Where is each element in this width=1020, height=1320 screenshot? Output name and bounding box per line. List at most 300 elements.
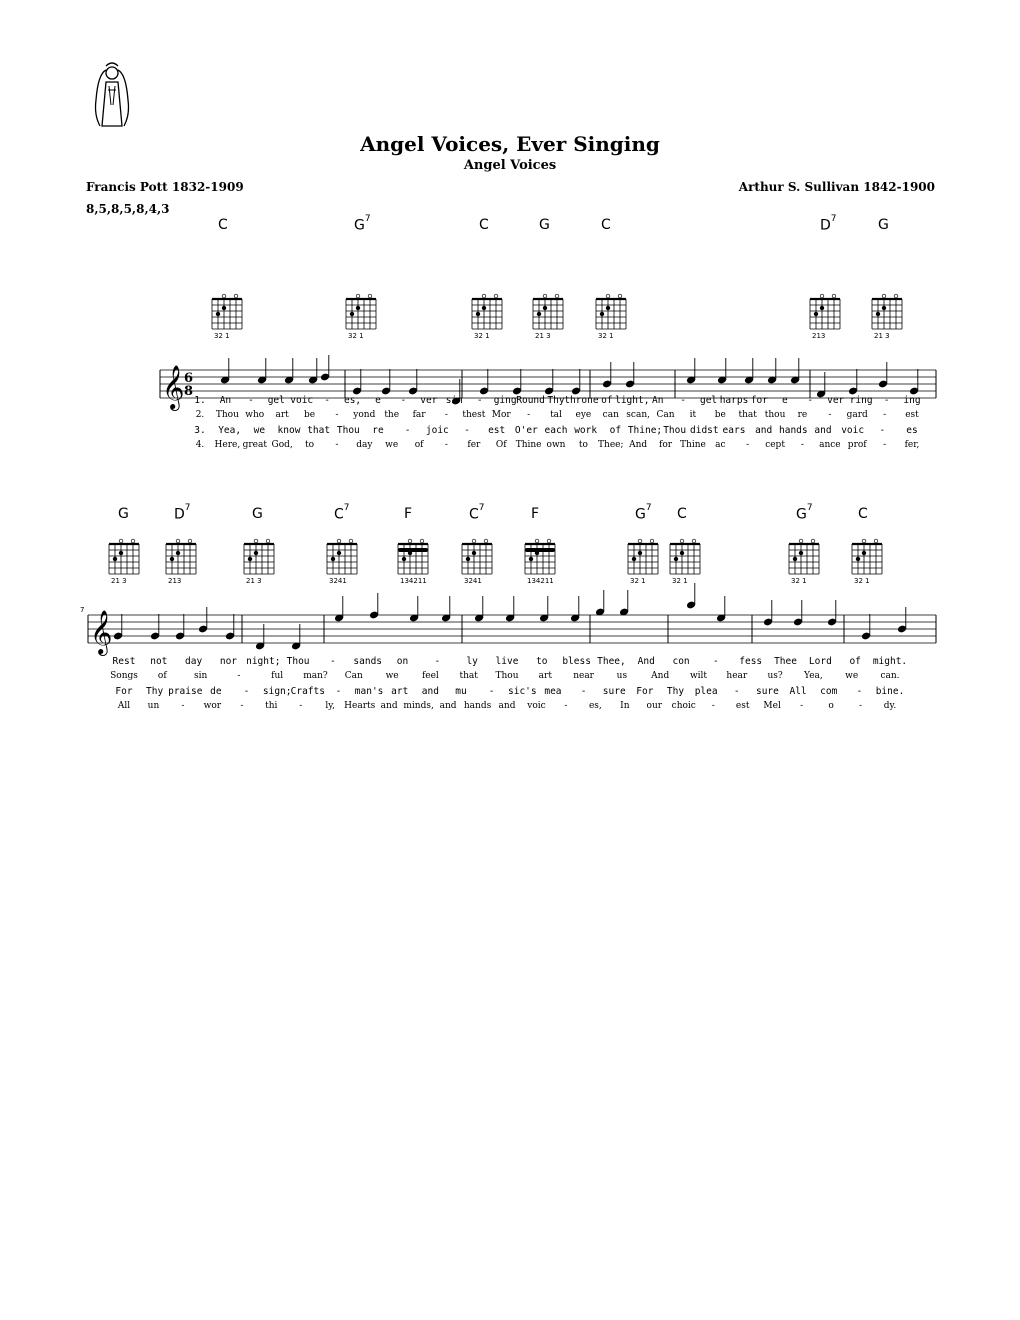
lyric-syllable: yond (353, 410, 376, 420)
open-string-marker (862, 539, 866, 543)
lyric-syllable: of (157, 671, 167, 681)
open-string-marker (337, 539, 341, 543)
lyric-syllable: ging (493, 395, 517, 406)
open-string-marker (680, 539, 684, 543)
lyric-syllable: ears (722, 425, 746, 436)
lyric-syllable: Thy (666, 686, 685, 697)
chord-extension: 7 (478, 503, 485, 513)
lyric-syllable: - (488, 686, 495, 697)
lyric-syllable: ance (819, 440, 841, 450)
lyric-syllable: - (680, 395, 687, 406)
lyric-syllable: - (243, 686, 250, 697)
lyric-syllable: far (412, 410, 426, 420)
fingering-label: 21 3 (246, 577, 262, 585)
lyric-syllable: tal (550, 410, 562, 420)
lyric-syllable: choic (671, 701, 696, 711)
lyric-syllable: to (305, 440, 315, 450)
meter: 8,5,8,5,8,4,3 (86, 202, 170, 216)
chord-root: D (820, 217, 831, 234)
lyric-syllable: ful (271, 671, 284, 681)
lyric-syllable: Thine (515, 440, 542, 450)
finger-dot (882, 306, 886, 310)
open-string-marker (882, 294, 886, 298)
lyric-syllable: - (335, 686, 342, 697)
lyric-syllable: For (115, 686, 133, 697)
lyric-syllable: re (372, 425, 384, 436)
lyric-syllable: art (391, 686, 409, 697)
chord-root: C (218, 217, 228, 233)
lyric-syllable: And (629, 440, 648, 450)
lyric-syllable: - (713, 656, 719, 667)
fingering-label: 32 1 (348, 332, 364, 340)
chord-extension: 7 (830, 214, 837, 224)
lyric-syllable: bine. (875, 686, 905, 697)
lyric-syllable: can (602, 410, 619, 420)
finger-dot (793, 557, 797, 561)
lyric-syllable: - (883, 440, 887, 450)
lyric-syllable: and (380, 701, 398, 711)
lyric-syllable: Can (344, 671, 363, 681)
lyric-syllable: - (434, 656, 441, 667)
finger-dot (529, 557, 533, 561)
lyric-syllable: ly, (325, 701, 336, 711)
lyric-syllable: might. (872, 656, 908, 667)
lyricist-credit: Francis Pott 1832-1909 (86, 180, 244, 194)
lyric-syllable: Thou (495, 671, 519, 681)
lyric-syllable: Thou (215, 410, 239, 420)
lyric-syllable: praise (168, 686, 203, 697)
lyric-syllable: O'er (514, 425, 538, 436)
lyric-syllable: art (275, 410, 289, 420)
lyric-syllable: can. (880, 671, 900, 681)
lyric-syllable: of (414, 440, 424, 450)
open-string-marker (650, 539, 654, 543)
chord-root: C (469, 506, 479, 523)
lyric-syllable: e (781, 395, 788, 406)
lyric-syllable: minds, (403, 701, 434, 711)
lyric-syllable: day (185, 656, 203, 667)
lyric-syllable: Here, (214, 440, 241, 450)
lyric-syllable: voic (527, 701, 546, 711)
lyric-syllable: gard (846, 410, 868, 420)
lyric-syllable: Of (495, 440, 507, 450)
lyric-syllable: 2. (195, 410, 205, 420)
lyric-syllable: sands (353, 656, 383, 667)
lyric-syllable: - (856, 686, 863, 697)
lyric-syllable: - (883, 410, 887, 420)
finger-dot (856, 557, 860, 561)
lyric-syllable: 1. (194, 395, 206, 406)
lyric-syllable: prof (847, 440, 867, 450)
lyric-syllable: we (385, 440, 399, 450)
open-string-marker (692, 539, 696, 543)
lyric-syllable: wilt (689, 671, 708, 681)
open-string-marker (420, 539, 424, 543)
lyric-syllable: - (324, 395, 331, 406)
lyric-syllable: Can (656, 410, 675, 420)
open-string-marker (494, 294, 498, 298)
lyric-syllable: sin (445, 395, 463, 406)
lyric-syllable: that (738, 410, 757, 420)
fingering-label: 32 1 (630, 577, 646, 585)
lyric-syllable: - (807, 395, 814, 406)
lyric-syllable: - (237, 671, 241, 681)
finger-dot (472, 551, 476, 555)
fingering-label: 3241 (464, 577, 482, 585)
verse-line-4 (0, 701, 1020, 715)
lyric-syllable: who (245, 410, 265, 420)
lyric-syllable: - (527, 410, 531, 420)
finger-dot (814, 312, 818, 316)
fingering-label: 213 (168, 577, 182, 585)
lyric-syllable: est (488, 425, 506, 436)
treble-clef-icon: 𝄞 (162, 365, 185, 409)
lyric-syllable: Mor (491, 410, 511, 420)
lyric-syllable: throne (564, 395, 599, 406)
lyric-syllable: hands (463, 701, 492, 711)
chord-root: C (479, 217, 489, 233)
lyric-syllable: own (546, 440, 566, 450)
chord-root: C (858, 506, 868, 522)
lyric-syllable: Thy (547, 395, 565, 406)
lyric-syllable: plea (694, 686, 718, 697)
open-string-marker (131, 539, 135, 543)
open-string-marker (535, 539, 539, 543)
lyric-syllable: - (335, 440, 339, 450)
lyric-syllable: thest (462, 410, 486, 420)
lyric-syllable: Thine; (627, 425, 663, 436)
lyric-syllable: on (396, 656, 409, 667)
lyric-syllable: thi (265, 701, 278, 711)
open-string-marker (832, 294, 836, 298)
lyric-syllable: and (814, 425, 832, 436)
open-string-marker (894, 294, 898, 298)
open-string-marker (176, 539, 180, 543)
lyric-syllable: fer (467, 440, 481, 450)
open-string-marker (874, 539, 878, 543)
lyric-syllable: hands (779, 425, 808, 436)
lyric-syllable: un (147, 701, 160, 711)
lyric-syllable: voic (841, 425, 865, 436)
lyric-syllable: - (181, 701, 185, 711)
barre (525, 548, 555, 552)
finger-dot (482, 306, 486, 310)
lyric-syllable: cept (765, 440, 785, 450)
lyric-syllable: An (651, 395, 664, 406)
finger-dot (606, 306, 610, 310)
lyric-syllable: sign; (262, 686, 292, 697)
finger-dot (216, 312, 220, 316)
lyric-syllable: ver (827, 395, 845, 406)
open-string-marker (555, 294, 559, 298)
lyric-syllable: re (797, 410, 808, 420)
lyric-syllable: day (356, 440, 373, 450)
lyric-syllable: - (883, 395, 890, 406)
finger-dot (176, 551, 180, 555)
fingering-label: 134211 (527, 577, 554, 585)
lyric-syllable: com (820, 686, 838, 697)
lyric-syllable: 3. (194, 425, 206, 436)
lyric-syllable: - (299, 701, 303, 711)
finger-dot (543, 306, 547, 310)
finger-dot (222, 306, 226, 310)
open-string-marker (638, 539, 642, 543)
fingering-label: 213 (812, 332, 826, 340)
lyric-syllable: - (800, 701, 804, 711)
lyric-syllable: Hearts (344, 701, 376, 711)
composer-credit: Arthur S. Sullivan 1842-1900 (738, 180, 935, 194)
lyric-syllable: ring (849, 395, 873, 406)
lyric-syllable: night; (246, 656, 281, 667)
lyric-syllable: each (544, 425, 568, 436)
lyric-syllable: gel (699, 395, 718, 406)
lyric-syllable: our (646, 701, 663, 711)
lyric-syllable: gel (267, 395, 285, 406)
finger-dot (337, 551, 341, 555)
finger-dot (680, 551, 684, 555)
chord-root: G (354, 217, 365, 234)
open-string-marker (799, 539, 803, 543)
lyric-syllable: est (735, 701, 750, 711)
lyric-syllable: God, (271, 440, 293, 450)
lyric-syllable: fess (739, 656, 763, 667)
fingering-label: 32 1 (474, 332, 490, 340)
chord-extension: 7 (364, 214, 371, 224)
lyric-syllable: For (636, 686, 654, 697)
lyric-syllable: Thou (663, 425, 687, 436)
lyric-syllable: - (879, 425, 886, 436)
lyric-syllable: to (536, 656, 548, 667)
lyric-syllable: - (733, 686, 740, 697)
fingering-label: 21 3 (874, 332, 890, 340)
finger-dot (862, 551, 866, 555)
finger-dot (254, 551, 258, 555)
finger-dot (820, 306, 824, 310)
lyric-syllable: Songs (110, 671, 138, 681)
finger-dot (331, 557, 335, 561)
lyric-syllable: dy. (883, 701, 897, 711)
verse-line-1 (0, 395, 1020, 409)
chord-root: G (878, 217, 889, 233)
lyric-syllable: Thee, (597, 656, 626, 667)
lyric-syllable: Rest (112, 656, 136, 667)
finger-dot (674, 557, 678, 561)
lyric-syllable: that (459, 671, 478, 681)
chord-root: G (635, 506, 646, 523)
chord-extension: 7 (184, 503, 191, 513)
fingering-label: 32 1 (214, 332, 230, 340)
lyric-syllable: Yea, (218, 425, 242, 436)
lyric-syllable: eye (575, 410, 592, 420)
finger-dot (402, 557, 406, 561)
fingering-label: 32 1 (672, 577, 688, 585)
song-title: Angel Voices, Ever Singing (360, 132, 660, 156)
lyric-syllable: near (573, 671, 594, 681)
lyric-syllable: Thee (774, 656, 797, 667)
open-string-marker (820, 294, 824, 298)
open-string-marker (811, 539, 815, 543)
open-string-marker (266, 539, 270, 543)
lyric-syllable: live (495, 656, 519, 667)
lyric-syllable: us (616, 671, 628, 681)
lyric-syllable: Thee; (598, 440, 624, 450)
verse-line-2 (0, 671, 1020, 685)
open-string-marker (119, 539, 123, 543)
lyric-syllable: - (404, 425, 411, 436)
lyric-syllable: All (789, 686, 807, 697)
finger-dot (350, 312, 354, 316)
open-string-marker (188, 539, 192, 543)
lyric-syllable: - (335, 410, 339, 420)
open-string-marker (254, 539, 258, 543)
open-string-marker (618, 294, 622, 298)
lyric-syllable: man's (354, 686, 384, 697)
lyric-syllable: for (750, 395, 769, 406)
lyric-syllable: wor (203, 701, 222, 711)
lyric-syllable: great (242, 440, 267, 450)
chord-root: G (796, 506, 807, 523)
lyric-syllable: Yea, (804, 671, 823, 681)
lyric-syllable: - (828, 410, 832, 420)
lyric-syllable: we (253, 425, 266, 436)
lyric-syllable: - (247, 395, 254, 406)
finger-dot (113, 557, 117, 561)
lyric-syllable: All (117, 701, 131, 711)
verse-line-3 (0, 686, 1020, 700)
lyric-syllable: es, (343, 395, 362, 406)
finger-dot (537, 312, 541, 316)
lyric-syllable: joic (425, 425, 449, 436)
lyric-syllable: voic (290, 395, 314, 406)
verse-line-4 (0, 440, 1020, 454)
lyric-syllable: est (905, 410, 919, 420)
time-signature-digit: 6 (184, 371, 194, 386)
fingering-label: 3241 (329, 577, 347, 585)
lyric-syllable: of (601, 395, 613, 406)
open-string-marker (543, 294, 547, 298)
measure-number: 7 (80, 606, 85, 614)
verse-line-2 (0, 410, 1020, 424)
lyric-syllable: sure (755, 686, 779, 697)
finger-dot (466, 557, 470, 561)
lyric-syllable: In (620, 701, 630, 711)
open-string-marker (472, 539, 476, 543)
lyric-syllable: - (240, 701, 244, 711)
lyric-syllable: to (578, 440, 588, 450)
lyric-syllable: ac (715, 440, 726, 450)
lyric-syllable: hear (726, 671, 748, 681)
lyric-syllable: And (637, 656, 655, 667)
chord-extension: 7 (343, 503, 350, 513)
lyric-syllable: de (210, 686, 222, 697)
lyric-syllable: Lord (808, 656, 832, 667)
lyric-syllable: Thou (336, 425, 360, 436)
chord-root: F (531, 506, 540, 522)
open-string-marker (234, 294, 238, 298)
lyric-syllable: we (845, 671, 859, 681)
fingering-label: 32 1 (598, 332, 614, 340)
chord-root: C (677, 506, 687, 522)
open-string-marker (222, 294, 226, 298)
lyric-syllable: sic's (508, 686, 537, 697)
finger-dot (476, 312, 480, 316)
chord-extension: 7 (806, 503, 813, 513)
lyric-syllable: know (277, 425, 301, 436)
lyric-syllable: e (375, 395, 381, 406)
lyric-syllable: fer, (904, 440, 920, 450)
chord-root: G (252, 506, 263, 522)
lyric-syllable: that (307, 425, 331, 436)
open-string-marker (484, 539, 488, 543)
lyric-syllable: o (828, 701, 834, 711)
lyric-syllable: and (439, 701, 457, 711)
lyric-syllable: - (330, 656, 336, 667)
lyric-syllable: Crafts (290, 686, 325, 697)
finger-dot (356, 306, 360, 310)
lyric-syllable: bless (562, 656, 591, 667)
open-string-marker (356, 294, 360, 298)
open-string-marker (368, 294, 372, 298)
lyric-syllable: - (444, 410, 448, 420)
open-string-marker (606, 294, 610, 298)
finger-dot (600, 312, 604, 316)
lyric-syllable: we (385, 671, 399, 681)
lyric-syllable: ly (466, 656, 478, 667)
lyric-syllable: the (384, 410, 400, 420)
finger-dot (119, 551, 123, 555)
lyric-syllable: mea (544, 686, 562, 697)
chord-root: G (539, 217, 550, 233)
finger-dot (799, 551, 803, 555)
lyric-syllable: for (659, 440, 673, 450)
lyric-syllable: es (906, 425, 918, 436)
open-string-marker (482, 294, 486, 298)
lyric-syllable: Thy (146, 686, 164, 697)
lyric-syllable: light, (615, 395, 650, 406)
finger-dot (632, 557, 636, 561)
lyric-syllable: An (219, 395, 232, 406)
lyric-syllable: - (800, 440, 804, 450)
finger-dot (170, 557, 174, 561)
lyric-syllable: 4. (195, 440, 205, 450)
lyric-syllable: mu (455, 686, 467, 697)
lyric-syllable: - (746, 440, 750, 450)
lyric-syllable: - (711, 701, 715, 711)
lyric-syllable: us? (767, 671, 783, 681)
tune-name: Angel Voices (463, 158, 557, 173)
lyric-syllable: - (400, 395, 407, 406)
lyric-syllable: feel (421, 671, 439, 681)
lyric-syllable: scan, (626, 410, 650, 420)
lyric-syllable: sin (193, 671, 208, 681)
lyric-syllable: es, (588, 701, 602, 711)
lyric-syllable: not (150, 656, 168, 667)
lyric-syllable: and (755, 425, 773, 436)
chord-root: C (601, 217, 611, 233)
verse-line-3 (0, 425, 1020, 439)
lyric-syllable: Thou (286, 656, 310, 667)
lyric-syllable: work (574, 425, 598, 436)
lyric-syllable: - (580, 686, 587, 697)
finger-dot (638, 551, 642, 555)
finger-dot (248, 557, 252, 561)
chord-root: F (404, 506, 413, 522)
open-string-marker (547, 539, 551, 543)
lyric-syllable: - (564, 701, 568, 711)
fingering-label: 32 1 (791, 577, 807, 585)
time-signature-digit: 8 (184, 384, 194, 399)
fingering-label: 21 3 (535, 332, 551, 340)
